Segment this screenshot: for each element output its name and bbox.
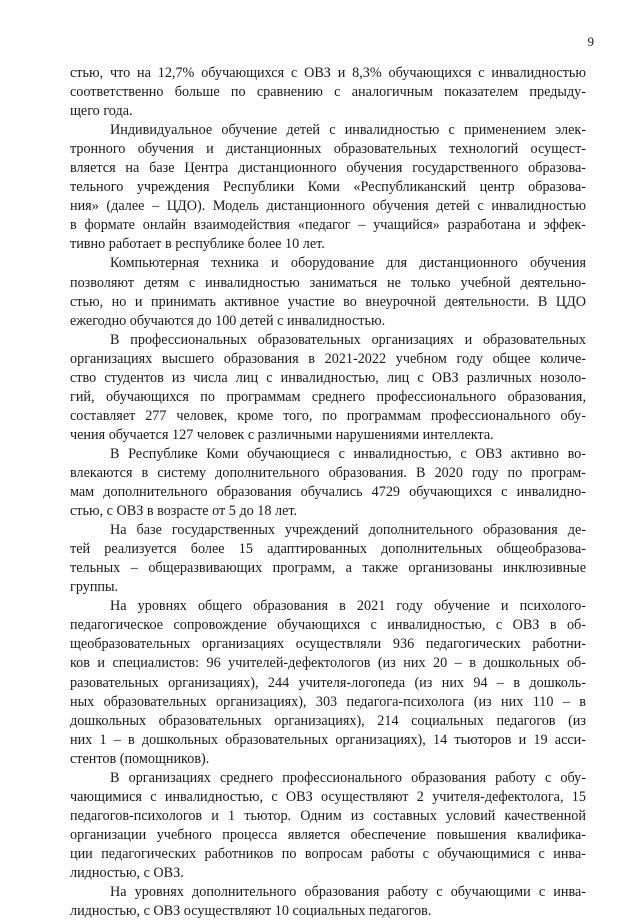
text-line: тей реализуется более 15 адаптированных дополнительных общеобразова- [70, 541, 586, 558]
text-line: разовательных организациях), 244 учителя-логопеда (из них 94 – в дошколь- [70, 674, 586, 691]
text-line: группы. [70, 579, 119, 596]
text-line: На уровнях общего образования в 2021 году обучение и психолого- [110, 598, 586, 615]
text-line: В организациях среднего профессионального образования работу с обу- [110, 769, 586, 786]
text-line: ство студентов из числа лиц с инвалидностью, лиц с ОВЗ различных нозоло- [70, 369, 586, 386]
text-line: ных образовательных организациях), 303 педагога-психолога (из них 110 – в [70, 693, 586, 710]
text-line: дошкольных образовательных организациях), 214 социальных педагогов (из [70, 712, 586, 729]
text-line: составляет 277 человек, кроме того, по программам профессионального обу- [70, 407, 586, 424]
text-line: ков и специалистов: 96 учителей-дефектологов (из них 20 – в дошкольных об- [70, 655, 586, 672]
text-line: соответственно больше по сравнению с аналогичным показателем предыду- [70, 84, 586, 101]
text-line: организациях высшего образования в 2021-2022 учебном году общее количе- [70, 350, 586, 367]
text-line: тивно работает в республике более 10 лет. [70, 236, 325, 253]
text-line: тельного учреждения Республики Коми «Республиканский центр образова- [70, 179, 586, 196]
text-line: Компьютерная техника и оборудование для дистанционного обучения [110, 255, 586, 272]
paragraph [70, 331, 586, 445]
text-line: На базе государственных учреждений дополнительного образования де- [110, 522, 586, 539]
text-line: ежегодно обучаются до 100 детей с инвалидностью. [70, 312, 386, 329]
text-line: чения обучается 127 человек с различными нарушениями интеллекта. [70, 426, 494, 443]
text-line: Индивидуальное обучение детей с инвалидностью с применением элек- [110, 122, 586, 139]
text-line: педагогов-психологов и 1 тьютор. Одним из составных условий качественной [70, 807, 586, 824]
text-line: стью, но и принимать активное участие во внеурочной деятельности. В ЦДО [70, 293, 586, 310]
document-body [70, 64, 586, 921]
paragraph [70, 883, 586, 921]
text-line: вляется на базе Центра дистанционного обучения государственного образова- [70, 160, 586, 177]
text-line: ции педагогических работников по вопросам работы с обучающимися с инва- [70, 845, 586, 862]
text-line: тельных – общеразвивающих программ, а также организованы инклюзивные [70, 560, 586, 577]
paragraph [70, 521, 586, 597]
text-line: чающимися с инвалидностью, с ОВЗ осуществляют 2 учителя-дефектолога, 15 [70, 788, 586, 805]
text-line: влекаются в систему дополнительного образования. В 2020 году по програм- [70, 464, 586, 481]
text-line: В профессиональных образовательных организациях и образовательных [110, 331, 586, 348]
text-line: них 1 – в дошкольных образовательных организациях), 14 тьюторов и 19 асси- [70, 731, 586, 748]
text-line: В Республике Коми обучающиеся с инвалидностью, с ОВЗ активно во- [110, 445, 586, 462]
text-line: стью, что на 12,7% обучающихся с ОВЗ и 8,3% обучающихся с инвалидностью [70, 65, 586, 81]
text-line: стентов (помощников). [70, 750, 210, 767]
page-number: 9 [587, 34, 594, 49]
text-line: щего года. [70, 103, 133, 120]
text-line: лидностью, с ОВЗ осуществляют 10 социальных педагогов. [70, 903, 432, 920]
text-line: тронного обучения и дистанционных образовательных технологий осущест- [70, 141, 586, 158]
text-line: ния» (далее – ЦДО). Модель дистанционного обучения детей с инвалидностью [70, 198, 586, 215]
paragraph [70, 254, 586, 330]
text-line: стью, с ОВЗ в возрасте от 5 до 18 лет. [70, 503, 298, 520]
paragraph [70, 597, 586, 768]
paragraph [70, 64, 586, 121]
text-line: мам дополнительного образования обучались 4729 обучающихся с инвалидно- [70, 484, 586, 501]
text-line: На уровнях дополнительного образования работу с обучающими с инва- [110, 884, 586, 901]
text-line: лидностью, с ОВЗ. [70, 864, 184, 881]
text-line: педагогическое сопровождение обучающихся с инвалидностью, с ОВЗ в об- [70, 617, 586, 634]
paragraph [70, 121, 586, 254]
text-line: гий, обучающихся по программам среднего профессионального образования, [70, 388, 586, 405]
text-line: организации учебного процесса является обеспечение повышения квалифика- [70, 826, 586, 843]
text-line: в формате онлайн взаимодействия «педагог – учащийся» разработана и эффек- [70, 217, 586, 234]
paragraph [70, 445, 586, 521]
paragraph [70, 769, 586, 883]
text-line: щеобразовательных организациях осуществляли 936 педагогических работни- [70, 636, 586, 653]
text-line: позволяют детям с инвалидностью заниматься не только учебной деятельно- [70, 274, 586, 291]
